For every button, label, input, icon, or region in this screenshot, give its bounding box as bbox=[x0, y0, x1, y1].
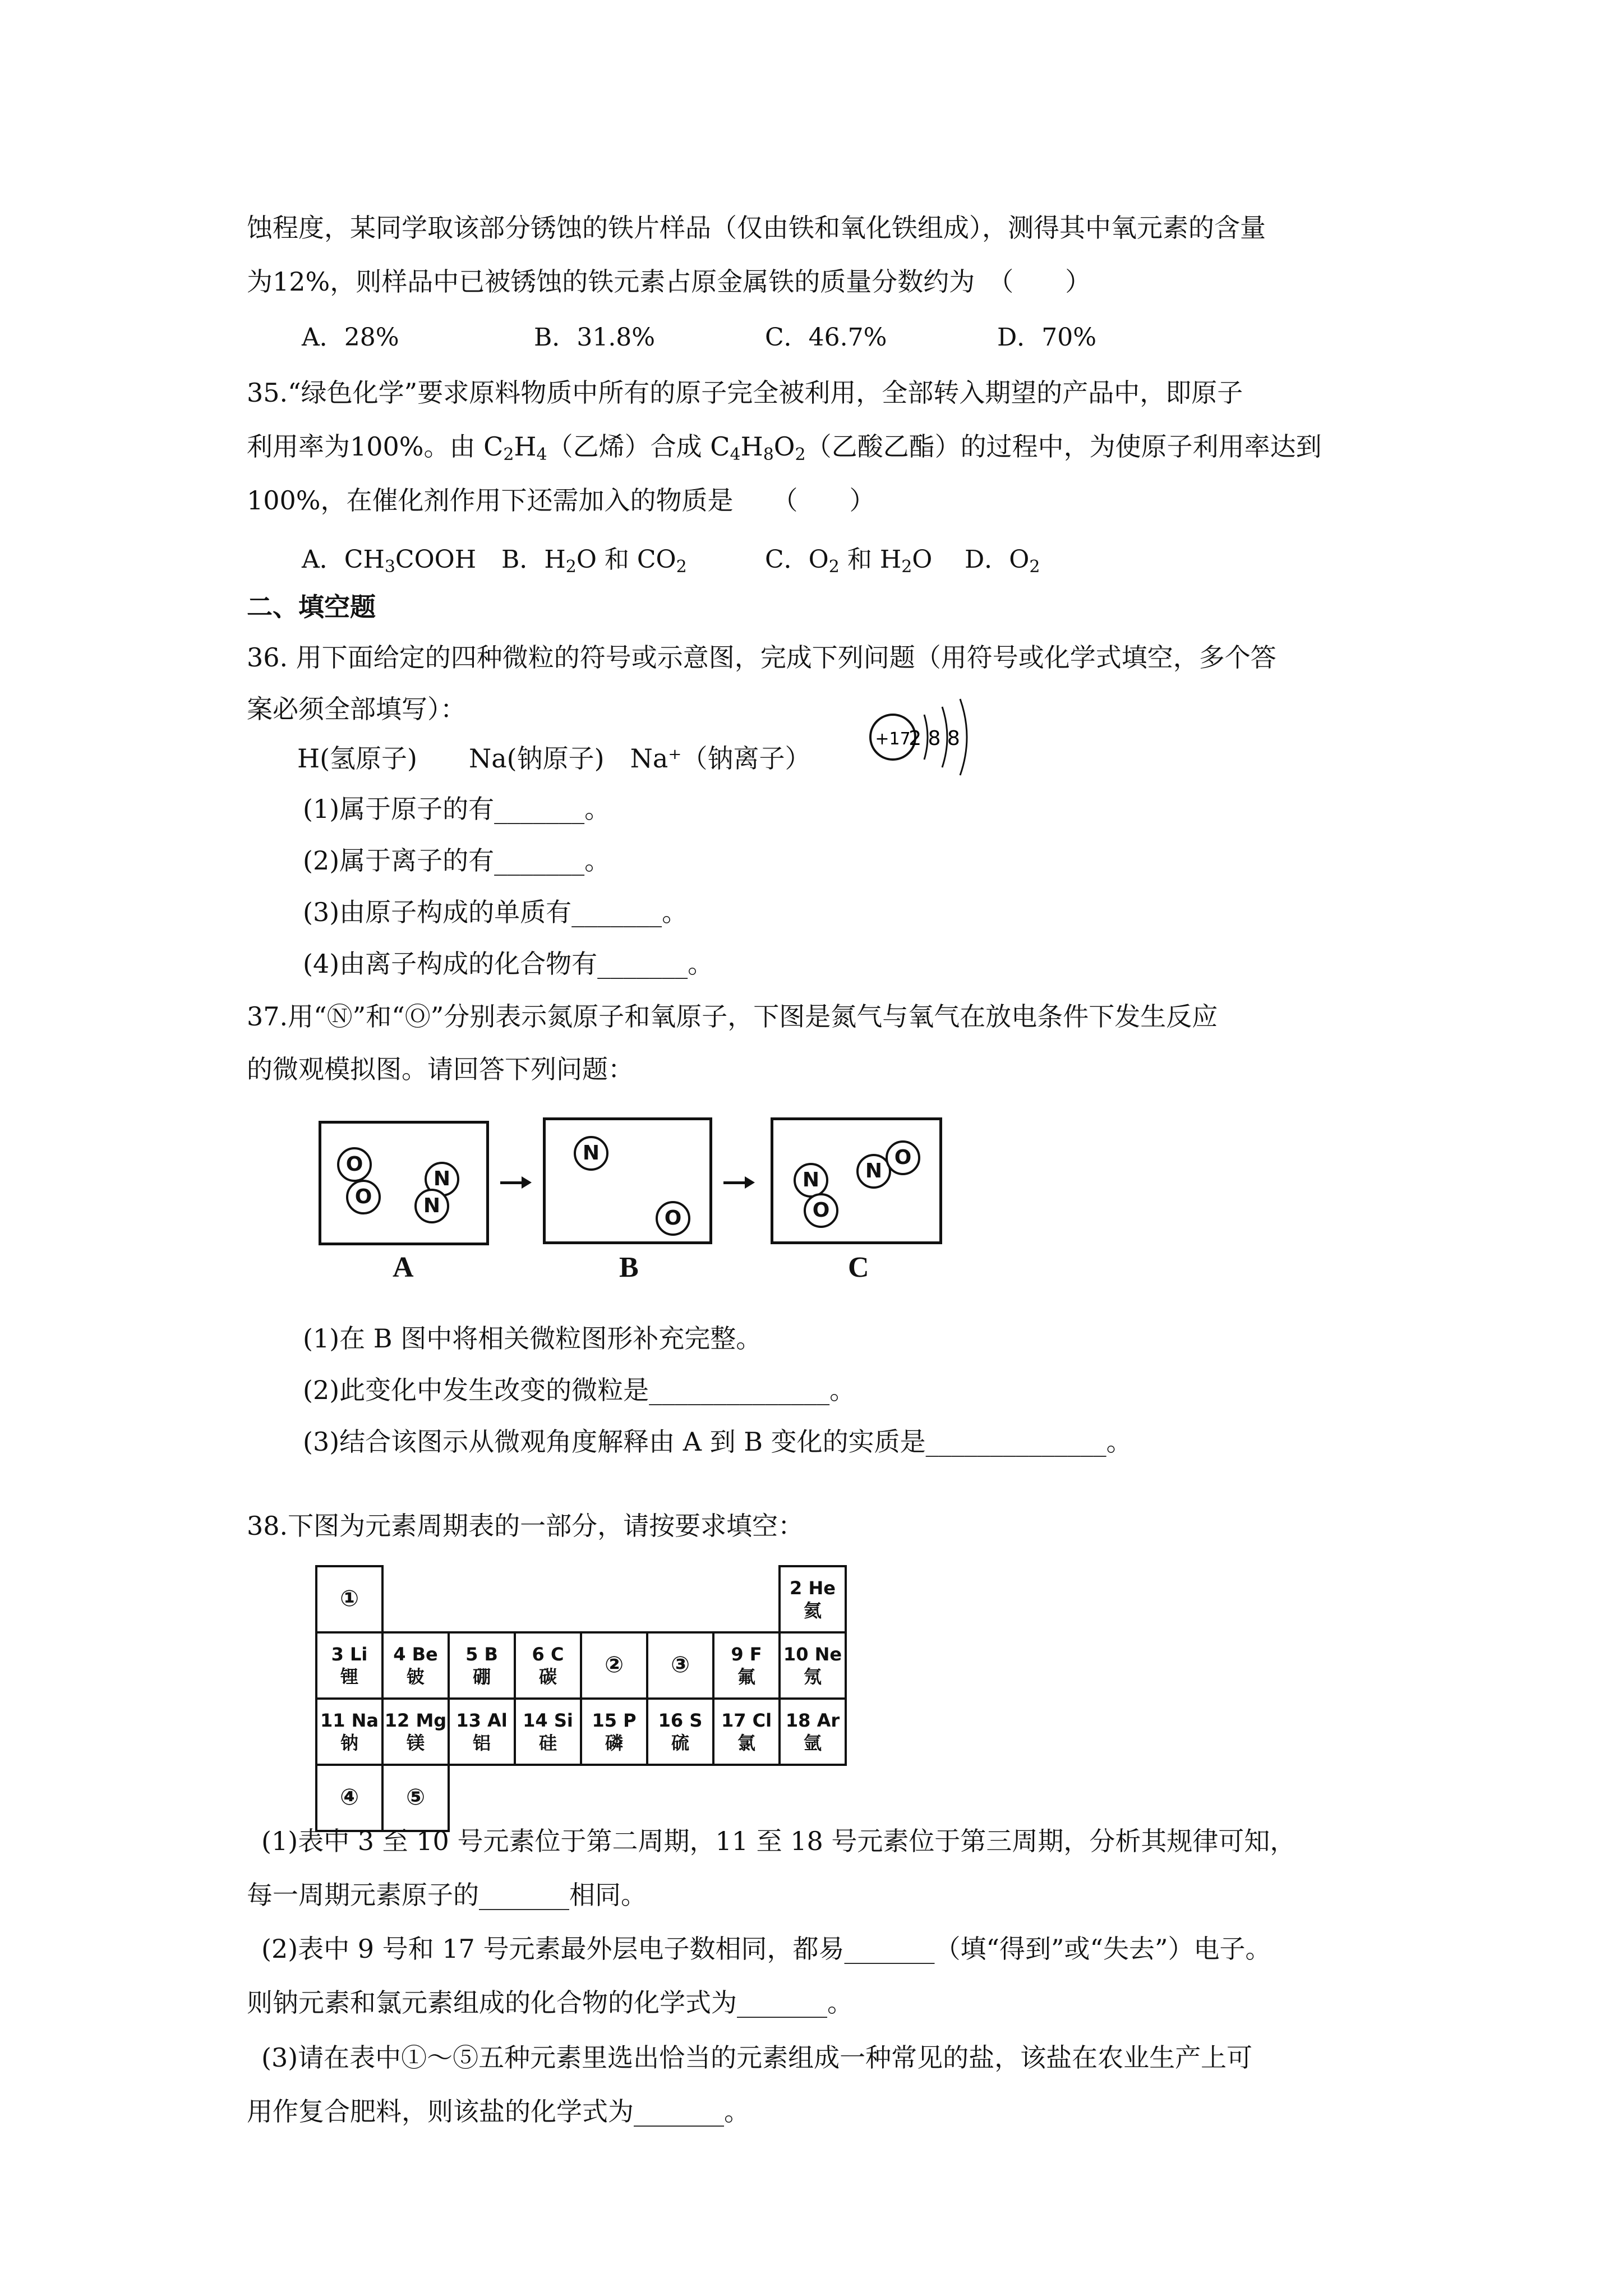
q37-sub2: (2)此变化中发生改变的微粒是______________。 bbox=[303, 1375, 856, 1405]
q38-sub2-line1: (2)表中 9 号和 17 号元素最外层电子数相同，都易_______（填“得到”或“失去”）电子。 bbox=[261, 1934, 1271, 1964]
q37-line2: 的微观模拟图。请回答下列问题： bbox=[247, 1054, 634, 1084]
arrow-a-to-b bbox=[500, 1181, 524, 1184]
oxygen-atom: O bbox=[337, 1147, 372, 1182]
pt-cell-b: 5 B 硼 bbox=[449, 1632, 515, 1699]
pt-cell-si: 14 Si 硅 bbox=[515, 1699, 581, 1765]
q36-sub3: (3)由原子构成的单质有_______。 bbox=[303, 897, 688, 927]
q35-line2: 利用率为100%。由 $C_2H_4$（乙烯）合成 $C_4H_8O_2$（乙酸乙酯）的过程中，为使原子利用率达到 bbox=[247, 431, 1322, 464]
q36-sub1: (1)属于原子的有_______。 bbox=[303, 794, 611, 824]
q38-line1: 38.下图为元素周期表的一部分，请按要求填空： bbox=[247, 1511, 804, 1541]
periodic-table bbox=[315, 1565, 847, 1832]
q34-option-b: B．31.8% bbox=[534, 323, 656, 352]
q36-sub2: (2)属于离子的有_______。 bbox=[303, 845, 611, 876]
q34-option-d: D．70% bbox=[997, 323, 1097, 352]
nitrogen-atom: N bbox=[425, 1162, 459, 1197]
pt-cell-al: 13 Al 铝 bbox=[449, 1699, 515, 1765]
nitrogen-atom: N bbox=[414, 1189, 449, 1223]
pt-cell-ne: 10 Ne 氖 bbox=[780, 1632, 846, 1699]
q35-option-d: D．$O_2$ bbox=[965, 545, 1040, 577]
pt-cell-3: ③ bbox=[647, 1632, 713, 1699]
q38-sub1-line1: (1)表中 3 至 10 号元素位于第二周期，11 至 18 号元素位于第三周期，分析其规律可知， bbox=[261, 1826, 1296, 1856]
q37-sub3: (3)结合该图示从微观角度解释由 A 到 B 变化的实质是______________。 bbox=[303, 1427, 1132, 1457]
q37-line1: 37.用“Ⓝ”和“Ⓞ”分别表示氮原子和氧原子，下图是氮气与氧气在放电条件下发生反应 bbox=[247, 1001, 1218, 1032]
pt-cell-na: 11 Na 钠 bbox=[316, 1699, 382, 1765]
nitrogen-atom: N bbox=[856, 1154, 891, 1189]
q38-sub2-line2: 则钠元素和氯元素组成的化合物的化学式为_______。 bbox=[247, 1987, 853, 2018]
shell-electrons-label: 2 8 8 bbox=[909, 727, 960, 750]
pt-cell-c: 6 C 碳 bbox=[515, 1632, 581, 1699]
pt-cell-cl: 17 Cl 氯 bbox=[713, 1699, 780, 1765]
q34-line2: 为12%，则样品中已被锈蚀的铁元素占原金属铁的质量分数约为 （ ） bbox=[247, 266, 1091, 297]
diagram-box-a bbox=[319, 1121, 489, 1245]
q35-option-b: B．$H_2O$ 和 $CO_2$ bbox=[501, 545, 687, 577]
diagram-box-b bbox=[543, 1117, 712, 1244]
q35-option-a: A．$CH_3COOH$ bbox=[302, 545, 477, 577]
pt-cell-ar: 18 Ar 氩 bbox=[780, 1699, 846, 1765]
nucleus-label: +17 bbox=[875, 729, 911, 749]
pt-cell-f: 9 F 氟 bbox=[713, 1632, 780, 1699]
pt-cell-4: ④ bbox=[316, 1765, 382, 1831]
q34-option-c: C．46.7% bbox=[765, 323, 887, 352]
chlorine-ion-structure-diagram bbox=[864, 691, 976, 786]
oxygen-atom: O bbox=[804, 1193, 838, 1228]
pt-cell-p: 15 P 磷 bbox=[581, 1699, 647, 1765]
pt-gap bbox=[382, 1566, 780, 1632]
pt-cell-he: 2 He 氦 bbox=[780, 1566, 846, 1632]
q36-particles: H(氢原子) Na(钠原子) Na⁺（钠离子） bbox=[297, 743, 811, 774]
q38-sub3-line2: 用作复合肥料，则该盐的化学式为_______。 bbox=[247, 2096, 750, 2127]
q34-line1: 蚀程度，某同学取该部分锈蚀的铁片样品（仅由铁和氧化铁组成），测得其中氧元素的含量 bbox=[247, 213, 1266, 243]
nitrogen-atom: N bbox=[794, 1163, 828, 1198]
pt-cell-be: 4 Be 铍 bbox=[382, 1632, 449, 1699]
q38-sub3-line1: (3)请在表中①～⑤五种元素里选出恰当的元素组成一种常见的盐，该盐在农业生产上可 bbox=[261, 2042, 1253, 2073]
pt-cell-2: ② bbox=[581, 1632, 647, 1699]
oxygen-atom: O bbox=[346, 1180, 381, 1214]
q37-sub1: (1)在 B 图中将相关微粒图形补充完整。 bbox=[303, 1323, 762, 1354]
q35-line1: 35.“绿色化学”要求原料物质中所有的原子完全被利用，全部转入期望的产品中，即原子 bbox=[247, 378, 1243, 408]
oxygen-atom: O bbox=[886, 1140, 920, 1175]
q38-sub1-line2: 每一周期元素原子的_______相同。 bbox=[247, 1880, 647, 1910]
q36-line2: 案必须全部填写）： bbox=[247, 694, 466, 724]
oxygen-atom: O bbox=[656, 1201, 690, 1236]
label-a: A bbox=[393, 1251, 414, 1283]
pt-cell-s: 16 S 硫 bbox=[647, 1699, 713, 1765]
q34-option-a: A．28% bbox=[302, 323, 399, 352]
pt-cell-1: ① bbox=[316, 1566, 382, 1632]
label-c: C bbox=[848, 1251, 869, 1283]
pt-cell-5: ⑤ bbox=[382, 1765, 449, 1831]
nitrogen-atom: N bbox=[574, 1136, 608, 1171]
q36-line1: 36. 用下面给定的四种微粒的符号或示意图，完成下列问题（用符号或化学式填空，多个答 bbox=[247, 642, 1276, 673]
pt-cell-mg: 12 Mg 镁 bbox=[382, 1699, 449, 1765]
pt-cell-li: 3 Li 锂 bbox=[316, 1632, 382, 1699]
q36-sub4: (4)由离子构成的化合物有_______。 bbox=[303, 949, 714, 979]
q35-line3: 100%，在催化剂作用下还需加入的物质是 （ ） bbox=[247, 485, 875, 516]
section-heading: 二、填空题 bbox=[247, 592, 376, 622]
label-b: B bbox=[619, 1251, 639, 1283]
arrow-b-to-c bbox=[723, 1181, 747, 1184]
diagram-box-c bbox=[771, 1117, 942, 1244]
q35-option-c: C．$O_2$ 和 $H_2O$ bbox=[765, 545, 933, 577]
